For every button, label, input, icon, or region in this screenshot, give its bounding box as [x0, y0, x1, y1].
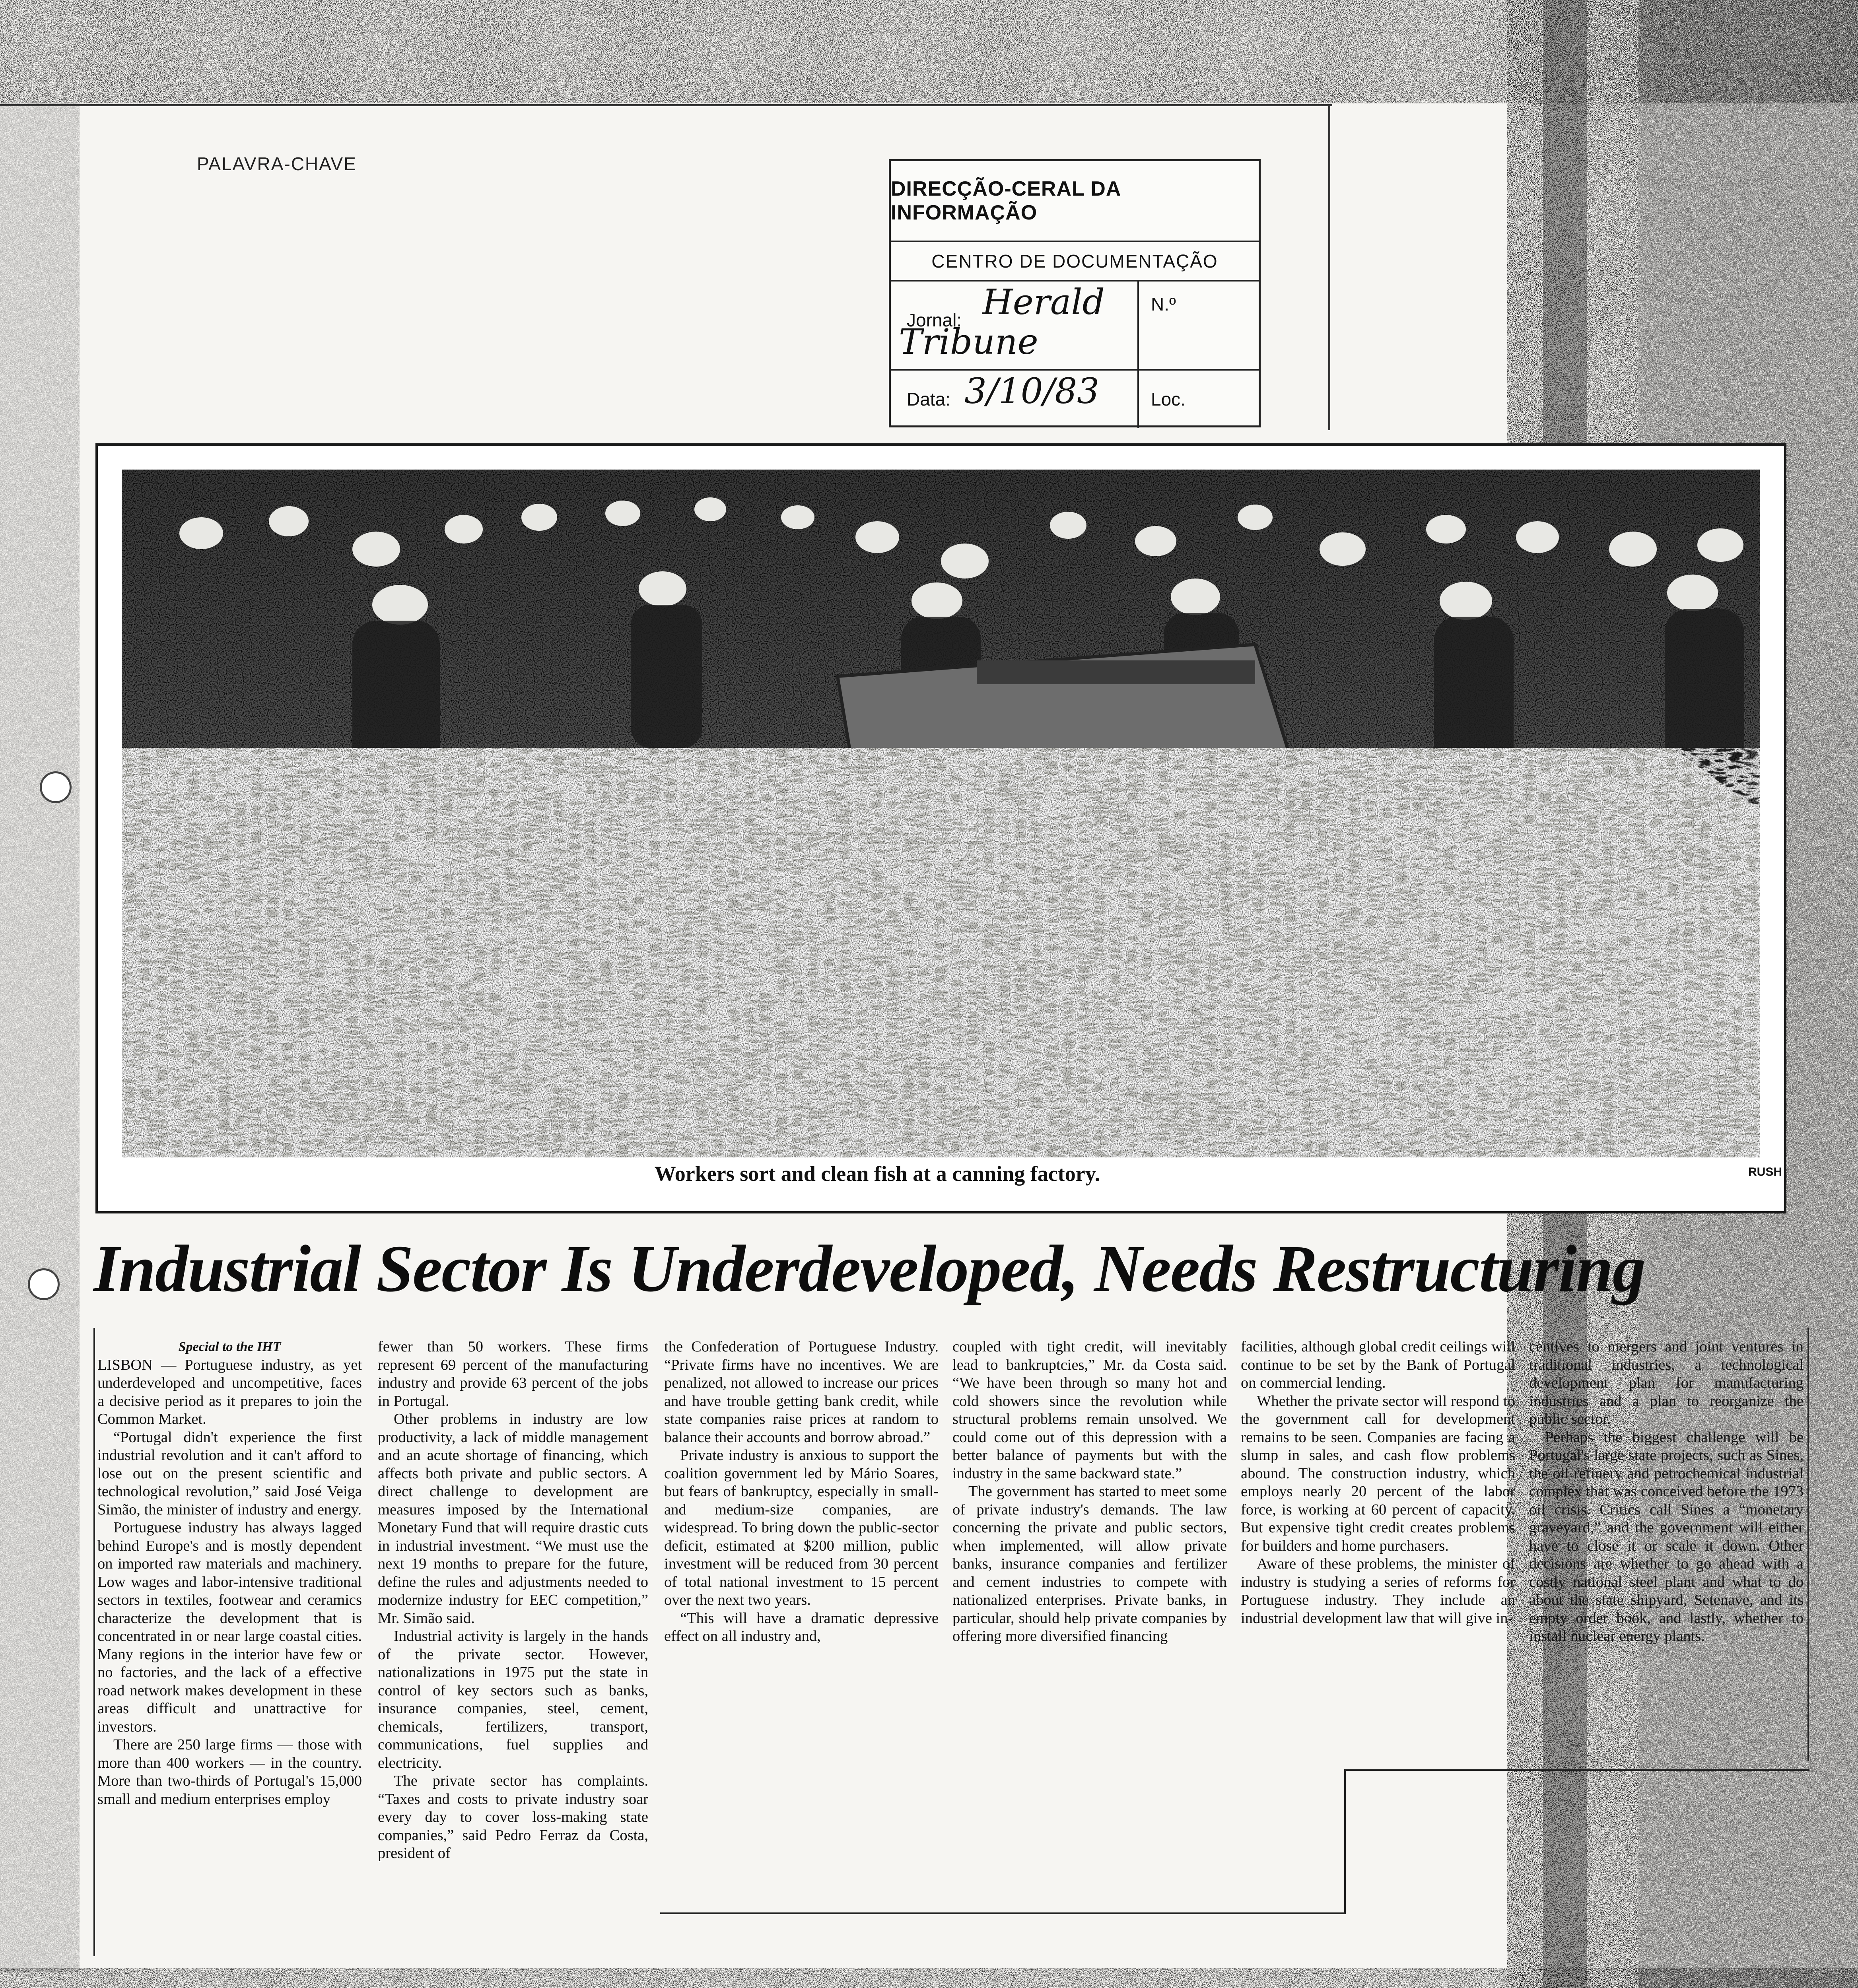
stamp-org: DIRECÇÃO-CERAL DA INFORMAÇÃO	[891, 161, 1259, 242]
paragraph: the Confederation of Portuguese Industry. “Private firms have no incentives. We are penalized, not allowed to increase our prices and have trouble getting bank credit, while state companies raise prices at random to balance their accounts and borrow abroad.”	[664, 1338, 939, 1446]
paragraph: Whether the private sector will respond to the government call for development remains to be seen. Companies are facing a slump in sales, and cash flow problems abound. The construction industry, which employs nearly 20 percent of the labor force, is working at 60 percent of capacity. But expensive tight credit creates problems for builders and home purchasers.	[1241, 1392, 1515, 1555]
loc-label: Loc.	[1151, 388, 1186, 410]
jornal-label: Jornal:	[907, 309, 962, 331]
date-label: Data:	[907, 388, 950, 410]
photo-caption: Workers sort and clean fish at a canning factory.	[98, 1161, 1657, 1186]
jornal-handwritten-2: Tribune	[899, 321, 1038, 362]
keyword-label: PALAVRA-CHAVE	[197, 153, 357, 175]
stamp-dept: CENTRO DE DOCUMENTAÇÃO	[891, 242, 1259, 282]
paragraph: LISBON — Portuguese industry, as yet underdeveloped and uncompetitive, faces a decisive period as it prepares to join the Common Market.	[97, 1356, 362, 1429]
paragraph: Industrial activity is largely in the hands of the private sector. However, nationalizations in 1975 put the state in control of key sectors such as banks, insurance companies, steel, cement, chemicals, fertilizers, transport, communications, fuel supplies and electricity.	[378, 1627, 648, 1772]
paragraph: coupled with tight credit, will inevitably lead to bankruptcies,” Mr. da Costa said. “We have been through so many hot and cold showers since the revolution while structural problems remain unsolved. We could come out of this depression with a better balance of payments but with the industry in the same backward state.”	[952, 1338, 1227, 1483]
paragraph: facilities, although global credit ceilings will continue to be set by the Bank of Portugal on commercial lending.	[1241, 1338, 1515, 1392]
paragraph: Private industry is anxious to support the coalition government led by Mário Soares, but fears of bankruptcy, especially in small- and medium-size companies, are widespread. To bring down the public-sector deficit, estimated at $200 million, public investment will be reduced from 30 percent of total national investment to 15 percent over the next two years.	[664, 1446, 939, 1609]
article-headline: Industrial Sector Is Underdeveloped, Needs Restructuring	[93, 1231, 1804, 1307]
photo-credit: RUSH	[1748, 1165, 1782, 1179]
number-label: N.º	[1151, 293, 1176, 315]
jornal-handwritten-1: Herald	[982, 282, 1105, 322]
paragraph: Aware of these problems, the minister of industry is studying a series of reforms for Portuguese industry. They include an industrial development law that will give in-	[1241, 1555, 1515, 1627]
paragraph: Other problems in industry are low productivity, a lack of middle management and an acute shortage of financing, which affects both private and public sectors. A direct challenge to development are measures imposed by the International Monetary Fund that will require drastic cuts in industrial investment. “We must use the next 19 months to prepare for the future, define the rules and adjustments needed to modernize industry for EEC competition,” Mr. Simão said.	[378, 1410, 648, 1627]
date-handwritten: 3/10/83	[964, 371, 1099, 412]
byline: Special to the IHT	[97, 1338, 362, 1356]
paragraph: Perhaps the biggest challenge will be Portugal's large state projects, such as Sines, the oil refinery and petrochemical industrial complex that was conceived before the 1973 oil crisis. Critics call Sines a “monetary graveyard,” and the government will either have to close it or scale it down. Other decisions are whether to go ahead with a costly national steel plant and what to do about the state shipyard, Setenave, and its empty order book, and lastly, whether to install nuclear energy plants.	[1529, 1429, 1804, 1646]
paragraph: The government has started to meet some of private industry's demands. The law concerning the private and public sectors, when implemented, will allow private banks, insurance companies and fertilizer and cement industries to compete with nationalized enterprises. Private banks, in particular, should help private companies by offering more diversified financing	[952, 1483, 1227, 1646]
paragraph: There are 250 large firms — those with more than 400 workers — in the country. More than two-thirds of Portugal's 15,000 small and medium enterprises employ	[97, 1736, 362, 1808]
paragraph: “Portugal didn't experience the first industrial revolution and it can't afford to lose out on the present scientific and technological revolution,” said José Veiga Simão, the minister of industry and energy.	[97, 1429, 362, 1519]
paragraph: Portuguese industry has always lagged behind Europe's and is mostly dependent on imported raw materials and machinery. Low wages and labor-intensive traditional sectors in textiles, footwear and ceramics characterize the development that is concentrated in or near large coastal cities. Many regions in the interior have few or no factories, and the lack of a effective road network makes development in these areas difficult and unattractive for investors.	[97, 1519, 362, 1736]
paragraph: centives to mergers and joint ventures in traditional industries, a technological development plan for manufacturing industries and a plan to reorganize the public sector.	[1529, 1338, 1804, 1429]
paragraph: “This will have a dramatic depressive effect on all industry and,	[664, 1609, 939, 1646]
paragraph: The private sector has complaints. “Taxes and costs to private industry soar every day to cover loss-making state companies,” said Pedro Ferraz da Costa, president of	[378, 1772, 648, 1863]
paragraph: fewer than 50 workers. These firms represent 69 percent of the manufacturing industry and provide 63 percent of the jobs in Portugal.	[378, 1338, 648, 1410]
